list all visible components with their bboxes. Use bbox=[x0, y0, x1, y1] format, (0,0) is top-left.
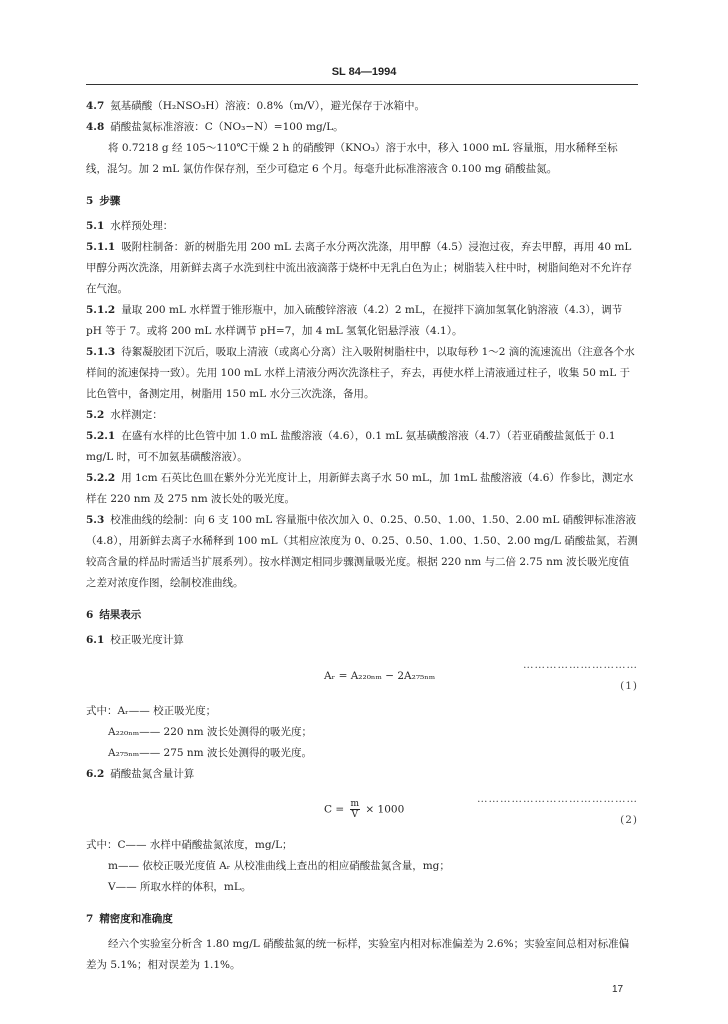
item-5-1-1: 5.1.1 吸附柱制备：新的树脂先用 200 mL 去离子水分两次洗涤，用甲醇（4.5）浸泡过夜，弃去甲醇，再用 40 mL 甲醇分两次洗涤，用新鲜去离子水洗到柱中流出液滴落于烧杯中无乳白色为止；树脂装入柱中时，树脂间绝对不允许存在气泡。 bbox=[86, 241, 632, 295]
item-5-1-2: 5.1.2 量取 200 mL 水样置于锥形瓶中，加入硫酸锌溶液（4.2）2 mL，在搅拌下滴加氢氧化钠溶液（4.3），调节 pH 等于 7。或将 200 mL 水样调节 pH=7，加 4 mL 氢氧化铝悬浮液（4.1）。 bbox=[86, 304, 623, 337]
formula-1-expression: Aᵣ = A₂₂₀ₙₘ − 2A₂₇₅ₙₘ bbox=[324, 669, 436, 682]
fraction: $\frac{m}{V}$ bbox=[350, 799, 360, 821]
paragraph-4-8-body: 将 0.7218 g 经 105～110℃干燥 2 h 的硝酸钾（KNO₃）溶于水中，移入 1000 mL 容量瓶，用水稀释至标线，混匀。加 2 mL 氯仿作保存剂，至少可稳定 6 个月。每毫升此标准溶液含 0.100 mg 硝酸盐氮。 bbox=[86, 142, 618, 175]
item-5-2-2: 5.2.2 用 1cm 石英比色皿在紫外分光光度计上，用新鲜去离子水 50 mL，加 1mL 盐酸溶液（4.6）作参比，测定水样在 220 nm 及 275 nm 波长处的吸光度。 bbox=[86, 472, 634, 505]
formula-2-def: V—— 所取水样的体积，mL。 bbox=[108, 881, 252, 893]
formula-2-def: m—— 依校正吸光度值 Aᵣ 从校准曲线上查出的相应硝酸盐氮含量，mg； bbox=[108, 860, 450, 872]
item-6-2: 6.2 硝酸盐氮含量计算 bbox=[86, 768, 195, 780]
item-6-1: 6.1 校正吸光度计算 bbox=[86, 634, 184, 646]
item-5-2-1: 5.2.1 在盛有水样的比色管中加 1.0 mL 盐酸溶液（4.6），0.1 mL 氨基磺酸溶液（4.7）（若亚硝酸盐氮低于 0.1 mg/L 时，可不加氨基磺酸溶液）。 bbox=[86, 430, 616, 463]
item-5-2: 5.2 水样测定： bbox=[86, 409, 163, 421]
section-5-heading: 5 步骤 bbox=[86, 195, 121, 207]
header-rule bbox=[86, 84, 638, 85]
formula-2 bbox=[86, 789, 638, 831]
item-4-8: 4.8 硝酸盐氮标准溶液：C（NO₃−N）=100 mg/L。 bbox=[86, 121, 344, 133]
formula-1-number: …………………………(1) bbox=[523, 659, 638, 692]
section-6-heading: 6 结果表示 bbox=[86, 609, 142, 621]
item-5-1-3: 5.1.3 待絮凝胶团下沉后，吸取上清液（或离心分离）注入吸附树脂柱中，以取每秒 1～2 滴的流速流出（注意各个水样间的流速保持一致）。先用 100 mL 水样上清液分两次洗涤柱子，弃去，再使水样上清液通过柱子，收集 50 mL 于比色管中，备测定用，树脂用 150 mL 水分三次洗涤，备用。 bbox=[86, 346, 635, 400]
formula-1-def: A₂₇₅ₙₘ—— 275 nm 波长处测得的吸光度。 bbox=[108, 747, 312, 759]
formula-2-number: ……………………………………(2) bbox=[477, 793, 638, 826]
formula-2-def: 式中：C—— 水样中硝酸盐氮浓度，mg/L； bbox=[86, 839, 293, 851]
item-5-3: 5.3 校准曲线的绘制：向 6 支 100 mL 容量瓶中依次加入 0、0.25、0.50、1.00、1.50、2.00 mL 硝酸钾标准溶液（4.8），用新鲜去离子水稀释到 100 mL（其相应浓度为 0、0.25、0.50、1.00、1.50、2.00 mg/L 硝酸盐氮，若测较高含量的样品时需适当扩展系列）。按水样测定相同步骤测量吸光度。根据 220 nm 与二倍 2.75 nm 波长吸光度值之差对浓度作图，绘制校准曲线。 bbox=[86, 514, 638, 589]
formula-1-def: A₂₂₀ₙₘ—— 220 nm 波长处测得的吸光度； bbox=[108, 726, 312, 738]
formula-1 bbox=[86, 655, 638, 697]
paragraph-7-body: 经六个实验室分析含 1.80 mg/L 硝酸盐氮的统一标样，实验室内相对标准偏差为 2.6%；实验室间总相对标准偏差为 5.1%；相对误差为 1.1%。 bbox=[86, 938, 630, 971]
formula-1-def: 式中：Aᵣ—— 校正吸光度； bbox=[86, 705, 217, 717]
formula-2-expression: C = $\frac{m}{V}$ × 1000 bbox=[324, 799, 405, 821]
section-7-heading: 7 精密度和准确度 bbox=[86, 913, 173, 925]
item-5-1: 5.1 水样预处理： bbox=[86, 220, 174, 232]
page-header: SL 84—1994 bbox=[331, 66, 397, 78]
document-body bbox=[86, 96, 638, 976]
item-4-7: 4.7 氨基磺酸（H₂NSO₃H）溶液：0.8%（m/V），避光保存于冰箱中。 bbox=[86, 100, 426, 112]
page-number: 17 bbox=[612, 984, 624, 995]
